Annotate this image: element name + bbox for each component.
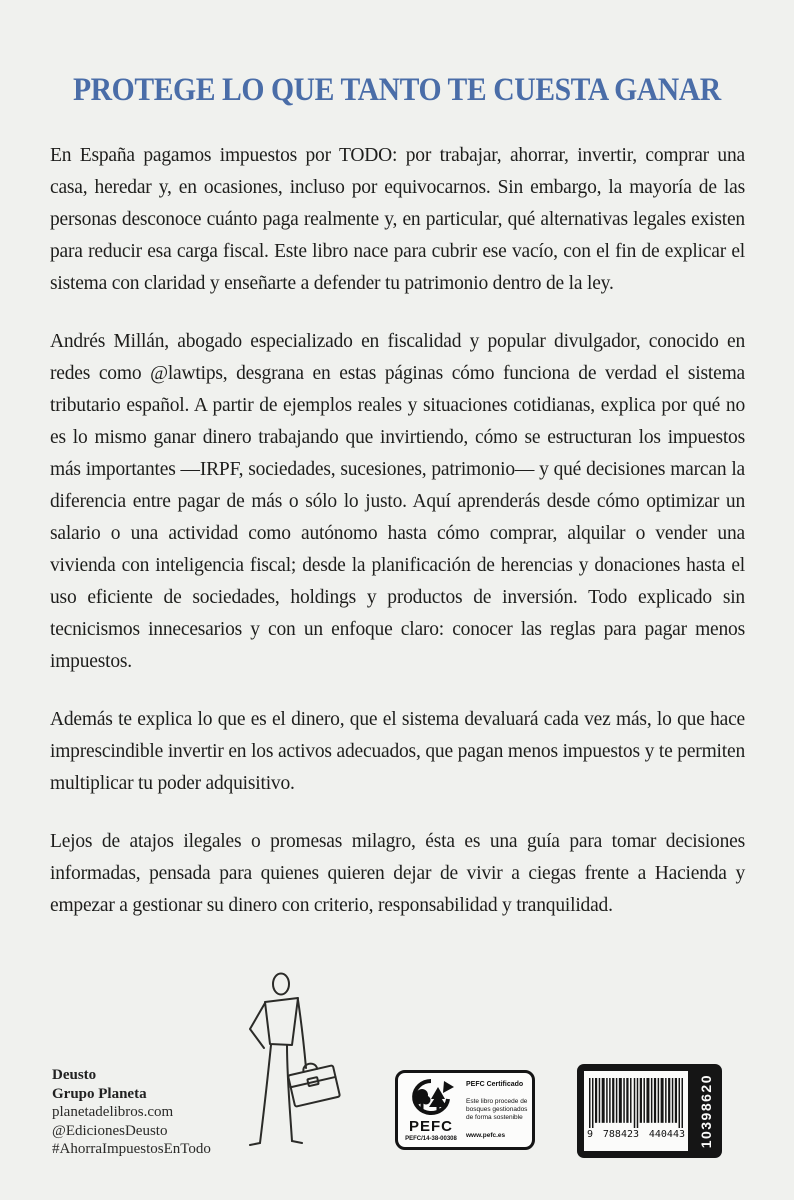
- pefc-acronym: PEFC: [408, 1117, 453, 1135]
- ean-prefix: 9: [587, 1129, 594, 1140]
- barcode-bars: [589, 1078, 683, 1128]
- businessman-briefcase-illustration: [247, 960, 357, 1165]
- barcode: [577, 1064, 722, 1158]
- ean-group-2: 440443: [648, 1129, 685, 1140]
- synopsis: [50, 140, 745, 948]
- publisher-group: Grupo Planeta: [52, 1085, 147, 1102]
- synopsis-paragraph-1: En España pagamos impuestos por TODO: por trabajar, ahorrar, invertir, comprar una casa, heredar y, en ocasiones, incluso por equivocarnos. Sin embargo, la mayoría de las personas desconoce cuánto paga realmente y, en particular, qué alternativas legales existen para reducir esa carga fiscal. Este libro nace para cubrir ese vacío, con el fin de explicar el sistema con claridad y enseñarte a defender tu patrimonio dentro de la ley.: [50, 145, 745, 294]
- pefc-logo-icon: [408, 1079, 454, 1119]
- barcode-ean-digits: [587, 1129, 685, 1140]
- pefc-left-column: [398, 1073, 460, 1147]
- publisher-block: [52, 1066, 211, 1159]
- pefc-claim: Este libro procede de bosques gestionados de forma sostenible: [466, 1098, 528, 1121]
- pefc-label: [395, 1070, 535, 1150]
- page-title: [0, 0, 794, 109]
- publisher-website: planetadelibros.com: [52, 1104, 174, 1120]
- synopsis-paragraph-2: Andrés Millán, abogado especializado en fiscalidad y popular divulgador, conocido en redes como @lawtips, desgrana en estas páginas cómo funciona de verdad el sistema tributario español. A partir de ejemplos reales y situaciones cotidianas, explica por qué no es lo mismo ganar dinero trabajando que invirtiendo, cómo se estructuran los impuestos más importantes —IRPF, sociedades, sucesiones, patrimonio— y qué decisiones marcan la diferencia entre pagar de más o sólo lo justo. Aquí aprenderás desde cómo optimizar un salario o una actividad como autónomo hasta cómo comprar, alquilar o vender una vivienda con inteligencia fiscal; desde la planificación de herencias y donaciones hasta el uso eficiente de sociedades, holdings y productos de inversión. Todo explicado sin tecnicismos innecesarios y con un enfoque claro: conocer las reglas para pagar menos impuestos.: [50, 331, 745, 672]
- synopsis-paragraph-4: Lejos de atajos ilegales o promesas milagro, ésta es una guía para tomar decisiones informadas, pensada para quienes quieren dejar de vivir a ciegas frente a Hacienda y empezar a gestionar su dinero con criterio, responsabilidad y tranquilidad.: [50, 831, 745, 916]
- briefcase-icon: [286, 1059, 340, 1107]
- barcode-side-strip: [690, 1064, 722, 1158]
- pefc-right-column: [460, 1073, 532, 1147]
- publisher-imprint: Deusto: [52, 1067, 97, 1083]
- pefc-certified-label: PEFC Certificado: [466, 1081, 524, 1088]
- pefc-license-code: PEFC/14-38-00308: [405, 1135, 457, 1142]
- synopsis-paragraph-3: Además te explica lo que es el dinero, que el sistema devaluará cada vez más, lo que hace imprescindible invertir en los activos adecuados, que pagan menos impuestos y te permiten multiplicar tu poder adquisitivo.: [50, 709, 745, 794]
- product-code: 10398620: [698, 1073, 714, 1149]
- page-title-text: PROTEGE LO QUE TANTO TE CUESTA GANAR: [73, 72, 721, 108]
- publisher-social-handle: @EdicionesDeusto: [52, 1122, 168, 1139]
- businessman-icon: [247, 960, 357, 1160]
- publisher-hashtag: #AhorraImpuestosEnTodo: [52, 1141, 211, 1157]
- pefc-website: www.pefc.es: [466, 1132, 506, 1139]
- ean-group-1: 788423: [602, 1129, 640, 1140]
- barcode-panel: [584, 1071, 688, 1151]
